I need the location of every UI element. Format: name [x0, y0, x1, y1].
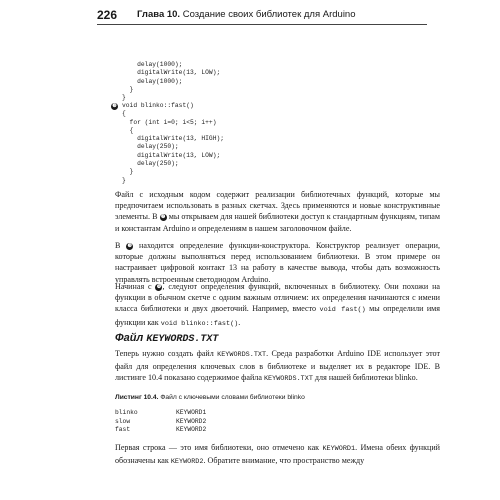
text: находится определение функции-конструктора. Конструктор реализует операции, которые должны выполняться перед использованием библиотеки. В этом примере он настраивает цифровой контакт 13 на работу в качестве вывода, чтобы дать возможность управлять встроенным светодиодом Arduino. — [115, 241, 440, 284]
keyword-name: slow — [115, 417, 131, 425]
text: для нашей библиотеки blinko. — [312, 373, 418, 383]
listing-row — [115, 418, 206, 427]
callout-marker-4: ❸ — [112, 103, 117, 109]
text: . Имена обеих функций обозначены как — [115, 443, 440, 466]
inline-code: KEYWORDS.TXT — [217, 351, 267, 359]
text: . Обратите внимание, что пространство между — [203, 456, 365, 466]
heading-text: Файл — [115, 332, 147, 344]
text: мы открываем для нашей библиотеки доступ к стандартным функциям, типам и константам Arduino и определениям в нашем заголовочном файле. — [115, 212, 441, 233]
page-number: 226 — [97, 8, 118, 22]
section-heading — [115, 332, 218, 345]
heading-code: KEYWORDS.TXT — [146, 334, 219, 345]
keyword-name: fast — [115, 426, 131, 433]
keyword-kind: KEYWORD1 — [176, 409, 207, 416]
paragraph-constructor — [115, 240, 440, 285]
listing-caption-text: Файл с ключевыми словами библиотеки blinko — [160, 394, 305, 401]
chapter-title — [137, 9, 356, 20]
inline-code: KEYWORD1 — [322, 445, 356, 453]
listing-row — [115, 426, 206, 435]
keywords-listing — [115, 409, 206, 435]
text: мы определили имя функции как — [115, 304, 441, 327]
keyword-kind: KEYWORD2 — [176, 426, 207, 433]
text: Файл с исходным кодом содержит реализации библиотечных функций, которые мы предпочитаем использовать в разных скетчах. Здесь применяются и новые конструктивные элементы. В — [115, 190, 440, 222]
paragraph-functions — [115, 281, 440, 330]
text: . — [238, 317, 241, 327]
paragraph-source-file — [115, 189, 440, 234]
inline-code: void fast() — [319, 306, 366, 315]
code-block-top: delay(1000); digitalWrite(13, LOW); delay(1000); } } — [122, 61, 221, 102]
paragraph-first-line — [115, 442, 440, 468]
chapter-name: Создание своих библиотек для Arduino — [182, 9, 356, 20]
text: Теперь нужно создать файл — [115, 349, 218, 358]
text: . Среда разработки Arduino IDE использует этот файл для определения ключевых слов в библиотеке и выделяет их в редакторе IDE. В листинге 10.4 показано содержимое файла — [115, 349, 440, 383]
running-header — [97, 8, 427, 25]
keyword-kind: KEYWORD2 — [176, 417, 207, 425]
text: В — [115, 241, 127, 250]
text: , следуют определения функций, включенных в библиотеку. Они похожи на функции в обычном скетче с одним важным отличием: их определения начинаются с имени класса библиотеки и двух двоеточий. Например, вместо — [115, 282, 440, 314]
callout-marker-4: ❹ — [156, 284, 162, 290]
inline-code: KEYWORDS.TXT — [263, 375, 313, 384]
callout-marker-3: ❸ — [127, 243, 132, 249]
inline-code: KEYWORD2 — [170, 458, 204, 467]
inline-code: void blinko::fast() — [160, 319, 239, 328]
text: Начиная с — [115, 282, 156, 291]
listing-caption — [115, 394, 305, 401]
keyword-name: blinko — [115, 409, 138, 416]
code-block-fast: void blinko::fast() { for (int i=0; i<5; i++) { digitalWrite(13, HIGH); delay(250); digitalWrite(13, LOW); delay(250); } } — [122, 102, 225, 184]
chapter-label: Глава 10. — [137, 9, 181, 20]
listing-label: Листинг 10.4. — [115, 394, 159, 401]
text: Первая строка — это имя библиотеки, оно отмечено как — [115, 443, 323, 452]
listing-row — [115, 409, 206, 418]
callout-marker-2: ❷ — [160, 214, 166, 221]
paragraph-keywords — [115, 348, 440, 386]
